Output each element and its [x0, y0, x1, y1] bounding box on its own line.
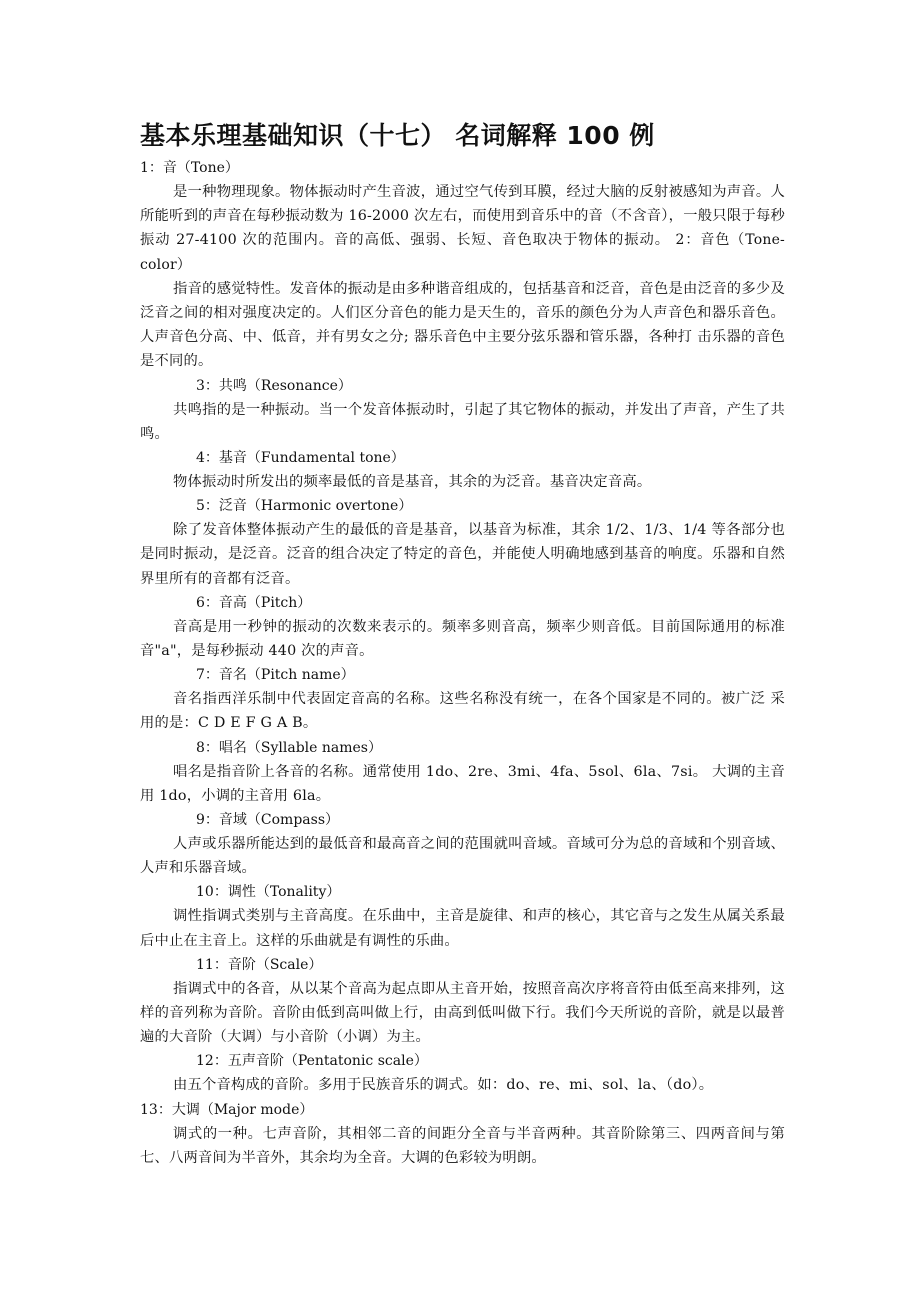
entry-body: 调性指调式类别与主音高度。在乐曲中，主音是旋律、和声的核心，其它音与之发生从属关系最后中止在主音上。这样的乐曲就是有调性的乐曲。: [140, 908, 785, 949]
entry-heading: 13：大调（Major mode）: [140, 1101, 314, 1118]
entry-heading: 4：基音（Fundamental tone）: [196, 450, 405, 467]
entry-heading: 7：音名（Pitch name）: [196, 667, 355, 684]
entry-body: 共鸣指的是一种振动。当一个发音体振动时，引起了其它物体的振动，并发出了声音，产生了共鸣。: [140, 401, 785, 442]
document-content: [140, 118, 785, 1170]
entry-7: [140, 663, 785, 735]
entry-body: 音高是用一秒钟的振动的次数来表示的。频率多则音高，频率少则音低。目前国际通用的标准音"a"，是每秒振动 440 次的声音。: [140, 618, 785, 660]
entry-heading: 11：音阶（Scale）: [196, 956, 323, 973]
entry-heading: 10：调性（Tonality）: [196, 884, 341, 901]
entry-6: [140, 591, 785, 663]
entry-heading: 1：音（Tone）: [140, 160, 239, 176]
entry-heading: 6：音高（Pitch）: [196, 594, 312, 611]
entry-9: [140, 808, 785, 880]
entry-body: 调式的一种。七声音阶，其相邻二音的间距分全音与半音两种。其音阶除第三、四两音间与第七、八两音间为半音外，其余均为全音。大调的色彩较为明朗。: [140, 1125, 785, 1166]
entry-body: 唱名是指音阶上各音的名称。通常使用 1do、2re、3mi、4fa、5sol、6la、7si。 大调的主音用 1do，小调的主音用 6la。: [140, 763, 785, 804]
entry-heading: 12：五声音阶（Pentatonic scale）: [196, 1053, 428, 1070]
entry-body: 音名指西洋乐制中代表固定音高的名称。这些名称没有统一，在各个国家是不同的。被广泛 采用的是：C D E F G A B。: [140, 691, 785, 732]
entry-3: [140, 374, 785, 446]
entry-heading: 8：唱名（Syllable names）: [196, 739, 382, 756]
entry-4: [140, 446, 785, 494]
entry-body: 人声或乐器所能达到的最低音和最高音之间的范围就叫音域。音域可分为总的音域和个别音域、人声和乐器音域。: [140, 836, 785, 877]
entry-body: 物体振动时所发出的频率最低的音是基音，其余的为泛音。基音决定音高。: [173, 474, 652, 491]
entry-5: [140, 494, 785, 591]
entry-13: [140, 1098, 785, 1170]
entry-heading: 9：音域（Compass）: [196, 812, 340, 829]
entry-body: 由五个音构成的音阶。多用于民族音乐的调式。如：do、re、mi、sol、la、（do）。: [173, 1077, 714, 1094]
entry-1: [140, 156, 785, 277]
entry-body: 指调式中的各音，从以某个音高为起点即从主音开始，按照音高次序将音符由低至高来排列，这样的音列称为音阶。音阶由低到高叫做上行，由高到低叫做下行。我们今天所说的音阶，就是以最普遍的大音阶（大调）与小音阶（小调）为主。: [140, 980, 785, 1046]
entry-heading-inline: 2：音色（Tone-color）: [140, 232, 785, 273]
entry-heading: 5：泛音（Harmonic overtone）: [196, 498, 413, 515]
entry-body: [140, 180, 785, 277]
entry-8: [140, 736, 785, 808]
entry-11: [140, 953, 785, 1050]
entry-heading: 3：共鸣（Resonance）: [196, 377, 352, 394]
document-title: 基本乐理基础知识（十七） 名词解释 100 例: [140, 121, 655, 150]
entry-10: [140, 880, 785, 952]
entry-body: 除了发音体整体振动产生的最低的音是基音，以基音为标准，其余 1/2、1/3、1/4 等各部分也 是同时振动，是泛音。泛音的组合决定了特定的音色，并能使人明确地感到基音的响度。乐器和自然界里所有的音都有泛音。: [140, 522, 785, 587]
entry-12: [140, 1049, 785, 1097]
entry-body: 指音的感觉特性。发音体的振动是由多种谐音组成的，包括基音和泛音，音色是由泛音的多少及泛音之间的相对强度决定的。人们区分音色的能力是天生的，音乐的颜色分为人声音色和器乐音色。人声音色分高、中、低音，并有男女之分; 器乐音色中主要分弦乐器和管乐器，各种打 击乐器的音色是不同的。: [140, 280, 785, 370]
entry-2: [140, 277, 785, 374]
entry-body-text: 是一种物理现象。物体振动时产生音波，通过空气传到耳膜，经过大脑的反射被感知为声音。人所能听到的声音在每秒振动数为 16-2000 次左右，而使用到音乐中的音（不含音），一般只限于每秒振动 27-4100 次的范围内。音的高低、强弱、长短、音色取决于物体的振动。: [140, 184, 785, 249]
